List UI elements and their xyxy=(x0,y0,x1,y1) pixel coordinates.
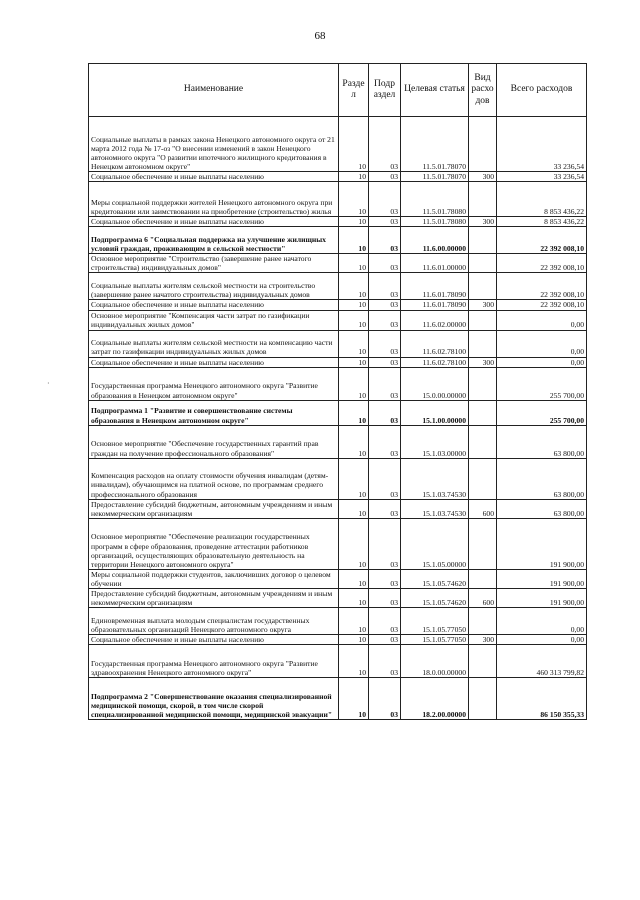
row-type-cell xyxy=(469,608,497,635)
row-section-cell: 10 xyxy=(339,330,369,357)
row-section-cell: 10 xyxy=(339,400,369,425)
row-subsection-cell: 03 xyxy=(369,499,401,518)
row-section-cell: 10 xyxy=(339,182,369,217)
row-subsection-cell: 03 xyxy=(369,518,401,569)
row-type-cell: 300 xyxy=(469,300,497,310)
row-amount-cell: 63 800,00 xyxy=(497,458,587,499)
table-row xyxy=(89,172,587,182)
row-name-cell: Предоставление субсидий бюджетным, автономным учреждениям и иным некоммерческим организациям xyxy=(89,589,339,608)
row-type-cell xyxy=(469,367,497,400)
row-type-cell xyxy=(469,227,497,254)
header-name: Наименование xyxy=(89,64,339,117)
table-row xyxy=(89,117,587,172)
row-subsection-cell: 03 xyxy=(369,645,401,678)
row-section-cell: 10 xyxy=(339,172,369,182)
row-type-cell: 300 xyxy=(469,635,497,645)
row-amount-cell: 22 392 008,10 xyxy=(497,227,587,254)
table-row xyxy=(89,227,587,254)
row-amount-cell: 0,00 xyxy=(497,310,587,330)
row-target-cell: 11.6.02.00000 xyxy=(401,310,469,330)
table-row xyxy=(89,645,587,678)
row-type-cell: 300 xyxy=(469,357,497,367)
header-target: Целевая статья xyxy=(401,64,469,117)
row-section-cell: 10 xyxy=(339,273,369,300)
row-type-cell xyxy=(469,678,497,720)
row-amount-cell: 255 700,00 xyxy=(497,400,587,425)
row-target-cell: 11.6.00.00000 xyxy=(401,227,469,254)
row-type-cell: 300 xyxy=(469,217,497,227)
row-name-cell: Социальное обеспечение и иные выплаты населению xyxy=(89,300,339,310)
row-section-cell: 10 xyxy=(339,518,369,569)
header-expense-type: Вид расхо дов xyxy=(469,64,497,117)
row-section-cell: 10 xyxy=(339,678,369,720)
row-target-cell: 11.6.01.78090 xyxy=(401,273,469,300)
table-row xyxy=(89,499,587,518)
row-subsection-cell: 03 xyxy=(369,608,401,635)
row-target-cell: 11.6.01.78090 xyxy=(401,300,469,310)
row-section-cell: 10 xyxy=(339,357,369,367)
row-type-cell xyxy=(469,645,497,678)
row-amount-cell: 63 800,00 xyxy=(497,425,587,458)
row-target-cell: 11.6.02.78100 xyxy=(401,357,469,367)
table-row xyxy=(89,300,587,310)
row-section-cell: 10 xyxy=(339,217,369,227)
row-target-cell: 15.1.03.74530 xyxy=(401,458,469,499)
row-target-cell: 15.1.05.77050 xyxy=(401,608,469,635)
row-type-cell xyxy=(469,569,497,588)
row-amount-cell: 191 900,00 xyxy=(497,518,587,569)
row-amount-cell: 8 853 436,22 xyxy=(497,182,587,217)
row-amount-cell: 22 392 008,10 xyxy=(497,300,587,310)
table-row xyxy=(89,425,587,458)
row-subsection-cell: 03 xyxy=(369,330,401,357)
row-name-cell: Компенсация расходов на оплату стоимости обучения инвалидам (детям-инвалидам), обучающимся на платной основе, по программам среднего профессионального образования xyxy=(89,458,339,499)
row-name-cell: Предоставление субсидий бюджетным, автономным учреждениям и иным некоммерческим организациям xyxy=(89,499,339,518)
row-target-cell: 18.2.00.00000 xyxy=(401,678,469,720)
row-amount-cell: 460 313 799,82 xyxy=(497,645,587,678)
row-name-cell: Социальные выплаты в рамках закона Ненецкого автономного округа от 21 марта 2012 года № 17-оз "О внесении изменений в закон Ненецкого автономного округа "О развитии ипотечного жилищного кредитования в Ненецком автономном округе" xyxy=(89,117,339,172)
row-name-cell: Подпрограмма 6 "Социальная поддержка на улучшение жилищных условий граждан, проживающим в сельской местности" xyxy=(89,227,339,254)
row-target-cell: 11.5.01.78070 xyxy=(401,172,469,182)
row-section-cell: 10 xyxy=(339,569,369,588)
row-name-cell: Государственная программа Ненецкого автономного округа "Развитие образования в Ненецком автономном округе" xyxy=(89,367,339,400)
row-amount-cell: 0,00 xyxy=(497,608,587,635)
row-name-cell: Социальное обеспечение и иные выплаты населению xyxy=(89,357,339,367)
page-number: 68 xyxy=(314,30,326,42)
row-section-cell: 10 xyxy=(339,227,369,254)
header-section: Разде л xyxy=(339,64,369,117)
row-name-cell: Меры социальной поддержки студентов, заключивших договор о целевом обучении xyxy=(89,569,339,588)
row-name-cell: Основное мероприятие "Компенсация части затрат по газификации индивидуальных жилых домов" xyxy=(89,310,339,330)
table-row xyxy=(89,273,587,300)
table-row xyxy=(89,330,587,357)
row-section-cell: 10 xyxy=(339,458,369,499)
table-row xyxy=(89,400,587,425)
row-amount-cell: 8 853 436,22 xyxy=(497,217,587,227)
header-subsection: Подр аздел xyxy=(369,64,401,117)
row-name-cell: Государственная программа Ненецкого автономного округа "Развитие здравоохранения Ненецкого автономного округа" xyxy=(89,645,339,678)
row-subsection-cell: 03 xyxy=(369,217,401,227)
row-amount-cell: 63 800,00 xyxy=(497,499,587,518)
stray-mark: · xyxy=(47,379,50,388)
row-subsection-cell: 03 xyxy=(369,172,401,182)
table-row xyxy=(89,310,587,330)
row-target-cell: 15.1.03.00000 xyxy=(401,425,469,458)
row-target-cell: 18.0.00.00000 xyxy=(401,645,469,678)
row-target-cell: 11.5.01.78080 xyxy=(401,217,469,227)
row-amount-cell: 191 900,00 xyxy=(497,569,587,588)
row-section-cell: 10 xyxy=(339,367,369,400)
table-row xyxy=(89,367,587,400)
row-amount-cell: 22 392 008,10 xyxy=(497,254,587,273)
row-type-cell xyxy=(469,310,497,330)
row-name-cell: Основное мероприятие "Строительство (завершение ранее начатого строительства) индивидуальных домов" xyxy=(89,254,339,273)
table-row xyxy=(89,678,587,720)
row-section-cell: 10 xyxy=(339,254,369,273)
row-target-cell: 11.6.02.78100 xyxy=(401,330,469,357)
table-row xyxy=(89,569,587,588)
row-name-cell: Основное мероприятие "Обеспечение государственных гарантий прав граждан на получение профессионального образования" xyxy=(89,425,339,458)
row-section-cell: 10 xyxy=(339,300,369,310)
row-target-cell: 11.6.01.00000 xyxy=(401,254,469,273)
row-target-cell: 15.1.05.74620 xyxy=(401,569,469,588)
row-target-cell: 11.5.01.78070 xyxy=(401,117,469,172)
row-name-cell: Подпрограмма 1 "Развитие и совершенствование системы образования в Ненецком автономном округе" xyxy=(89,400,339,425)
row-target-cell: 15.1.05.00000 xyxy=(401,518,469,569)
row-type-cell xyxy=(469,273,497,300)
row-type-cell xyxy=(469,117,497,172)
row-subsection-cell: 03 xyxy=(369,227,401,254)
row-type-cell xyxy=(469,425,497,458)
row-subsection-cell: 03 xyxy=(369,273,401,300)
row-amount-cell: 191 900,00 xyxy=(497,589,587,608)
row-subsection-cell: 03 xyxy=(369,367,401,400)
row-section-cell: 10 xyxy=(339,310,369,330)
row-type-cell xyxy=(469,254,497,273)
header-total: Всего расходов xyxy=(497,64,587,117)
row-amount-cell: 22 392 008,10 xyxy=(497,273,587,300)
row-type-cell xyxy=(469,518,497,569)
row-type-cell: 600 xyxy=(469,589,497,608)
row-subsection-cell: 03 xyxy=(369,117,401,172)
row-subsection-cell: 03 xyxy=(369,310,401,330)
row-subsection-cell: 03 xyxy=(369,182,401,217)
row-subsection-cell: 03 xyxy=(369,635,401,645)
row-section-cell: 10 xyxy=(339,645,369,678)
table-row xyxy=(89,217,587,227)
row-section-cell: 10 xyxy=(339,635,369,645)
row-type-cell: 600 xyxy=(469,499,497,518)
row-name-cell: Социальные выплаты жителям сельской местности на строительство (завершение ранее начатого строительства) индивидуальных домов xyxy=(89,273,339,300)
row-subsection-cell: 03 xyxy=(369,400,401,425)
row-name-cell: Единовременная выплата молодым специалистам государственных образовательных организаций Ненецкого автономного округа xyxy=(89,608,339,635)
row-amount-cell: 255 700,00 xyxy=(497,367,587,400)
row-name-cell: Социальное обеспечение и иные выплаты населению xyxy=(89,635,339,645)
row-subsection-cell: 03 xyxy=(369,300,401,310)
row-target-cell: 15.1.03.74530 xyxy=(401,499,469,518)
budget-table xyxy=(88,63,587,720)
table-header-row xyxy=(89,64,587,117)
row-section-cell: 10 xyxy=(339,589,369,608)
row-subsection-cell: 03 xyxy=(369,425,401,458)
row-amount-cell: 0,00 xyxy=(497,357,587,367)
row-name-cell: Социальное обеспечение и иные выплаты населению xyxy=(89,217,339,227)
row-name-cell: Социальные выплаты жителям сельской местности на компенсацию части затрат по газификации индивидуальных жилых домов xyxy=(89,330,339,357)
row-target-cell: 11.5.01.78080 xyxy=(401,182,469,217)
row-subsection-cell: 03 xyxy=(369,589,401,608)
row-type-cell xyxy=(469,182,497,217)
row-target-cell: 15.1.05.77050 xyxy=(401,635,469,645)
row-target-cell: 15.0.00.00000 xyxy=(401,367,469,400)
row-name-cell: Основное мероприятие "Обеспечение реализации государственных программ в сфере образования, проведение аттестации работников организаций, осуществляющих образовательную деятельность на территории Ненецкого автономного округа" xyxy=(89,518,339,569)
row-amount-cell: 0,00 xyxy=(497,635,587,645)
table-row xyxy=(89,254,587,273)
row-target-cell: 15.1.00.00000 xyxy=(401,400,469,425)
row-subsection-cell: 03 xyxy=(369,569,401,588)
table-row xyxy=(89,518,587,569)
row-type-cell xyxy=(469,330,497,357)
row-amount-cell: 33 236,54 xyxy=(497,172,587,182)
row-type-cell xyxy=(469,458,497,499)
row-amount-cell: 33 236,54 xyxy=(497,117,587,172)
row-subsection-cell: 03 xyxy=(369,678,401,720)
row-section-cell: 10 xyxy=(339,499,369,518)
row-section-cell: 10 xyxy=(339,425,369,458)
row-amount-cell: 86 150 355,33 xyxy=(497,678,587,720)
row-name-cell: Меры социальной поддержки жителей Ненецкого автономного округа при кредитовании или заимствовании на приобретение (строительство) жилья xyxy=(89,182,339,217)
table-row xyxy=(89,182,587,217)
table-row xyxy=(89,589,587,608)
table-row xyxy=(89,458,587,499)
row-subsection-cell: 03 xyxy=(369,254,401,273)
row-name-cell: Подпрограмма 2 "Совершенствование оказания специализированной медицинской помощи, скорой, в том числе скорой специализированной медицинской помощи, медицинской эвакуации" xyxy=(89,678,339,720)
row-subsection-cell: 03 xyxy=(369,458,401,499)
table-row xyxy=(89,357,587,367)
table-row xyxy=(89,635,587,645)
row-type-cell xyxy=(469,400,497,425)
row-name-cell: Социальное обеспечение и иные выплаты населению xyxy=(89,172,339,182)
row-type-cell: 300 xyxy=(469,172,497,182)
row-amount-cell: 0,00 xyxy=(497,330,587,357)
row-section-cell: 10 xyxy=(339,117,369,172)
row-target-cell: 15.1.05.74620 xyxy=(401,589,469,608)
row-subsection-cell: 03 xyxy=(369,357,401,367)
row-section-cell: 10 xyxy=(339,608,369,635)
table-row xyxy=(89,608,587,635)
